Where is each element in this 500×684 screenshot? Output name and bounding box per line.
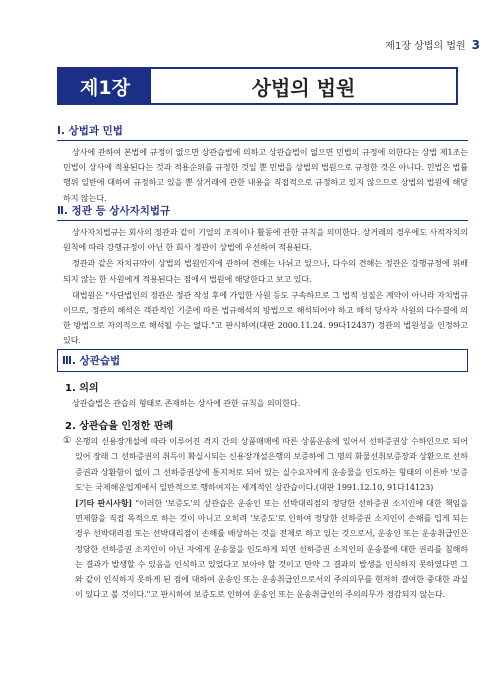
section-1-heading: Ⅰ. 상법과 민법 [57, 123, 468, 141]
subsection-2-heading: 2. 상관습을 인정한 판례 [65, 421, 174, 433]
section-2-paragraph-2: 정관과 같은 자치규약이 상법의 법원인지에 관하여 견해는 나뉘고 있으나, 다수의 견해는 정관은 강행규정에 위배되지 않는 한 사원에게 적용된다는 점에서 법원에 해당한다고 보고 있다. [63, 258, 468, 284]
subsection-1-paragraph: 상관습법은 관습의 형태로 존재하는 상사에 관한 규칙을 의미한다. [72, 398, 301, 408]
section-1 [57, 123, 468, 207]
case-text: "이러한 '보증도'의 상관습은 운송인 또는 선박대리점의 정당한 선하증권 소지인에 대한 책임을 면제함을 직접 목적으로 하는 것이 아니고 오히려 '보증도'로 인하여 정당한 선하증권 소지인이 손해를 입게 되는 경우 선박대리점 또는 선박대리점이 손해를 배상하는 것을 전제로 하고 있는 것으로서, 운송인 또는 운송취급인은 정당한 선하증권 소지인이 아닌 자에게 운송물을 인도하게 되면 선하증권 소지인의 운송물에 대한 권리를 침해하는 결과가 발생할 수 있음을 인식하고 있었다고 보아야 할 것이고 만약 그 결과의 발생을 인식하지 못하였다면 그와 같이 인식하지 못하게 된 점에 대하여 운송인 또는 운송취급인으로서의 주의의무를 현저히 결여한 중대한 과실이 있다고 볼 것이다."고 판시하여 보증도로 인하여 운송인 또는 운송취급인의 주의의무가 경감되지 않는다. [75, 498, 468, 600]
item-paragraph: 은행의 신용장개설에 따라 이루어진 격지 간의 상품매매에 따른 상품운송에 있어서 선하증권상 수하인으로 되어 있어 장래 그 선하증권의 취득이 확실시되는 신용장개설은행의 보증하에 그 명의 화물선취보증장과 상환으로 선하증권과 상환함이 없이 그 선하증권상에 통지처로 되어 있는 실수요자에게 운송물을 인도하는 형태의 이른바 '보증도'는 국제해운업계에서 일반적으로 행하여지는 세계적인 상관습이다.(대판 1991.12.10, 91다14123) [75, 436, 468, 492]
section-1-paragraph: 상사에 관하여 본법에 규정이 없으면 상관습법에 의하고 상관습법이 없으면 민법의 규정에 의한다는 상법 제1조는 민법이 상사에 적용된다는 것과 적용순위를 규정한 것일 뿐 민법을 상법의 법원으로 규정한 것은 아니다. 민법은 법률행위 일반에 대하여 규정하고 있을 뿐 상거래에 관한 내용을 직접적으로 규정하고 있지 않으므로 상법의 법원에 해당하지 않는다. [63, 147, 468, 203]
chapter-banner [57, 67, 458, 105]
section-2 [57, 203, 468, 350]
section-3-heading: Ⅲ. 상관습법 [57, 349, 468, 372]
section-2-paragraph-1: 상사자치법규는 회사의 정관과 같이 기업의 조직이나 활동에 관한 규칙을 의미한다. 상거래의 경우에도 사적자치의 원칙에 따라 강행규정이 아닌 한 회사 정관이 상법에 우선하여 적용된다. [63, 227, 468, 253]
running-head-text: 제1장 상법의 법원 [385, 41, 466, 52]
case-label: [기타 판시사항] [75, 498, 133, 509]
case-paragraph [75, 496, 468, 602]
section-3 [57, 349, 468, 603]
section-2-paragraph-3: 대법원은 "사단법인의 정관은 정관 작성 후에 가입한 사원 등도 구속하므로 그 법적 성질은 계약이 아니라 자치법규이므로, 정관의 해석은 객관적인 기준에 따른 법규해석의 방법으로 해석되어야 하고 해석 당사자 사원의 다수결에 의한 방법으로 자의적으로 해석될 수는 없다."고 판시하여(대판 2000.11.24. 99다12437) 정관의 법원성을 인정하고 있다. [63, 289, 468, 346]
section-2-heading: Ⅱ. 정관 등 상사자치법규 [57, 203, 468, 221]
chapter-title: 상법의 법원 [251, 75, 356, 100]
page-number: 3 [471, 37, 480, 52]
subsection-1-heading: 1. 의의 [65, 383, 99, 394]
running-head [385, 37, 480, 52]
item-marker: ① [63, 436, 72, 447]
chapter-label: 제1장 [59, 69, 151, 103]
list-item [57, 434, 468, 602]
